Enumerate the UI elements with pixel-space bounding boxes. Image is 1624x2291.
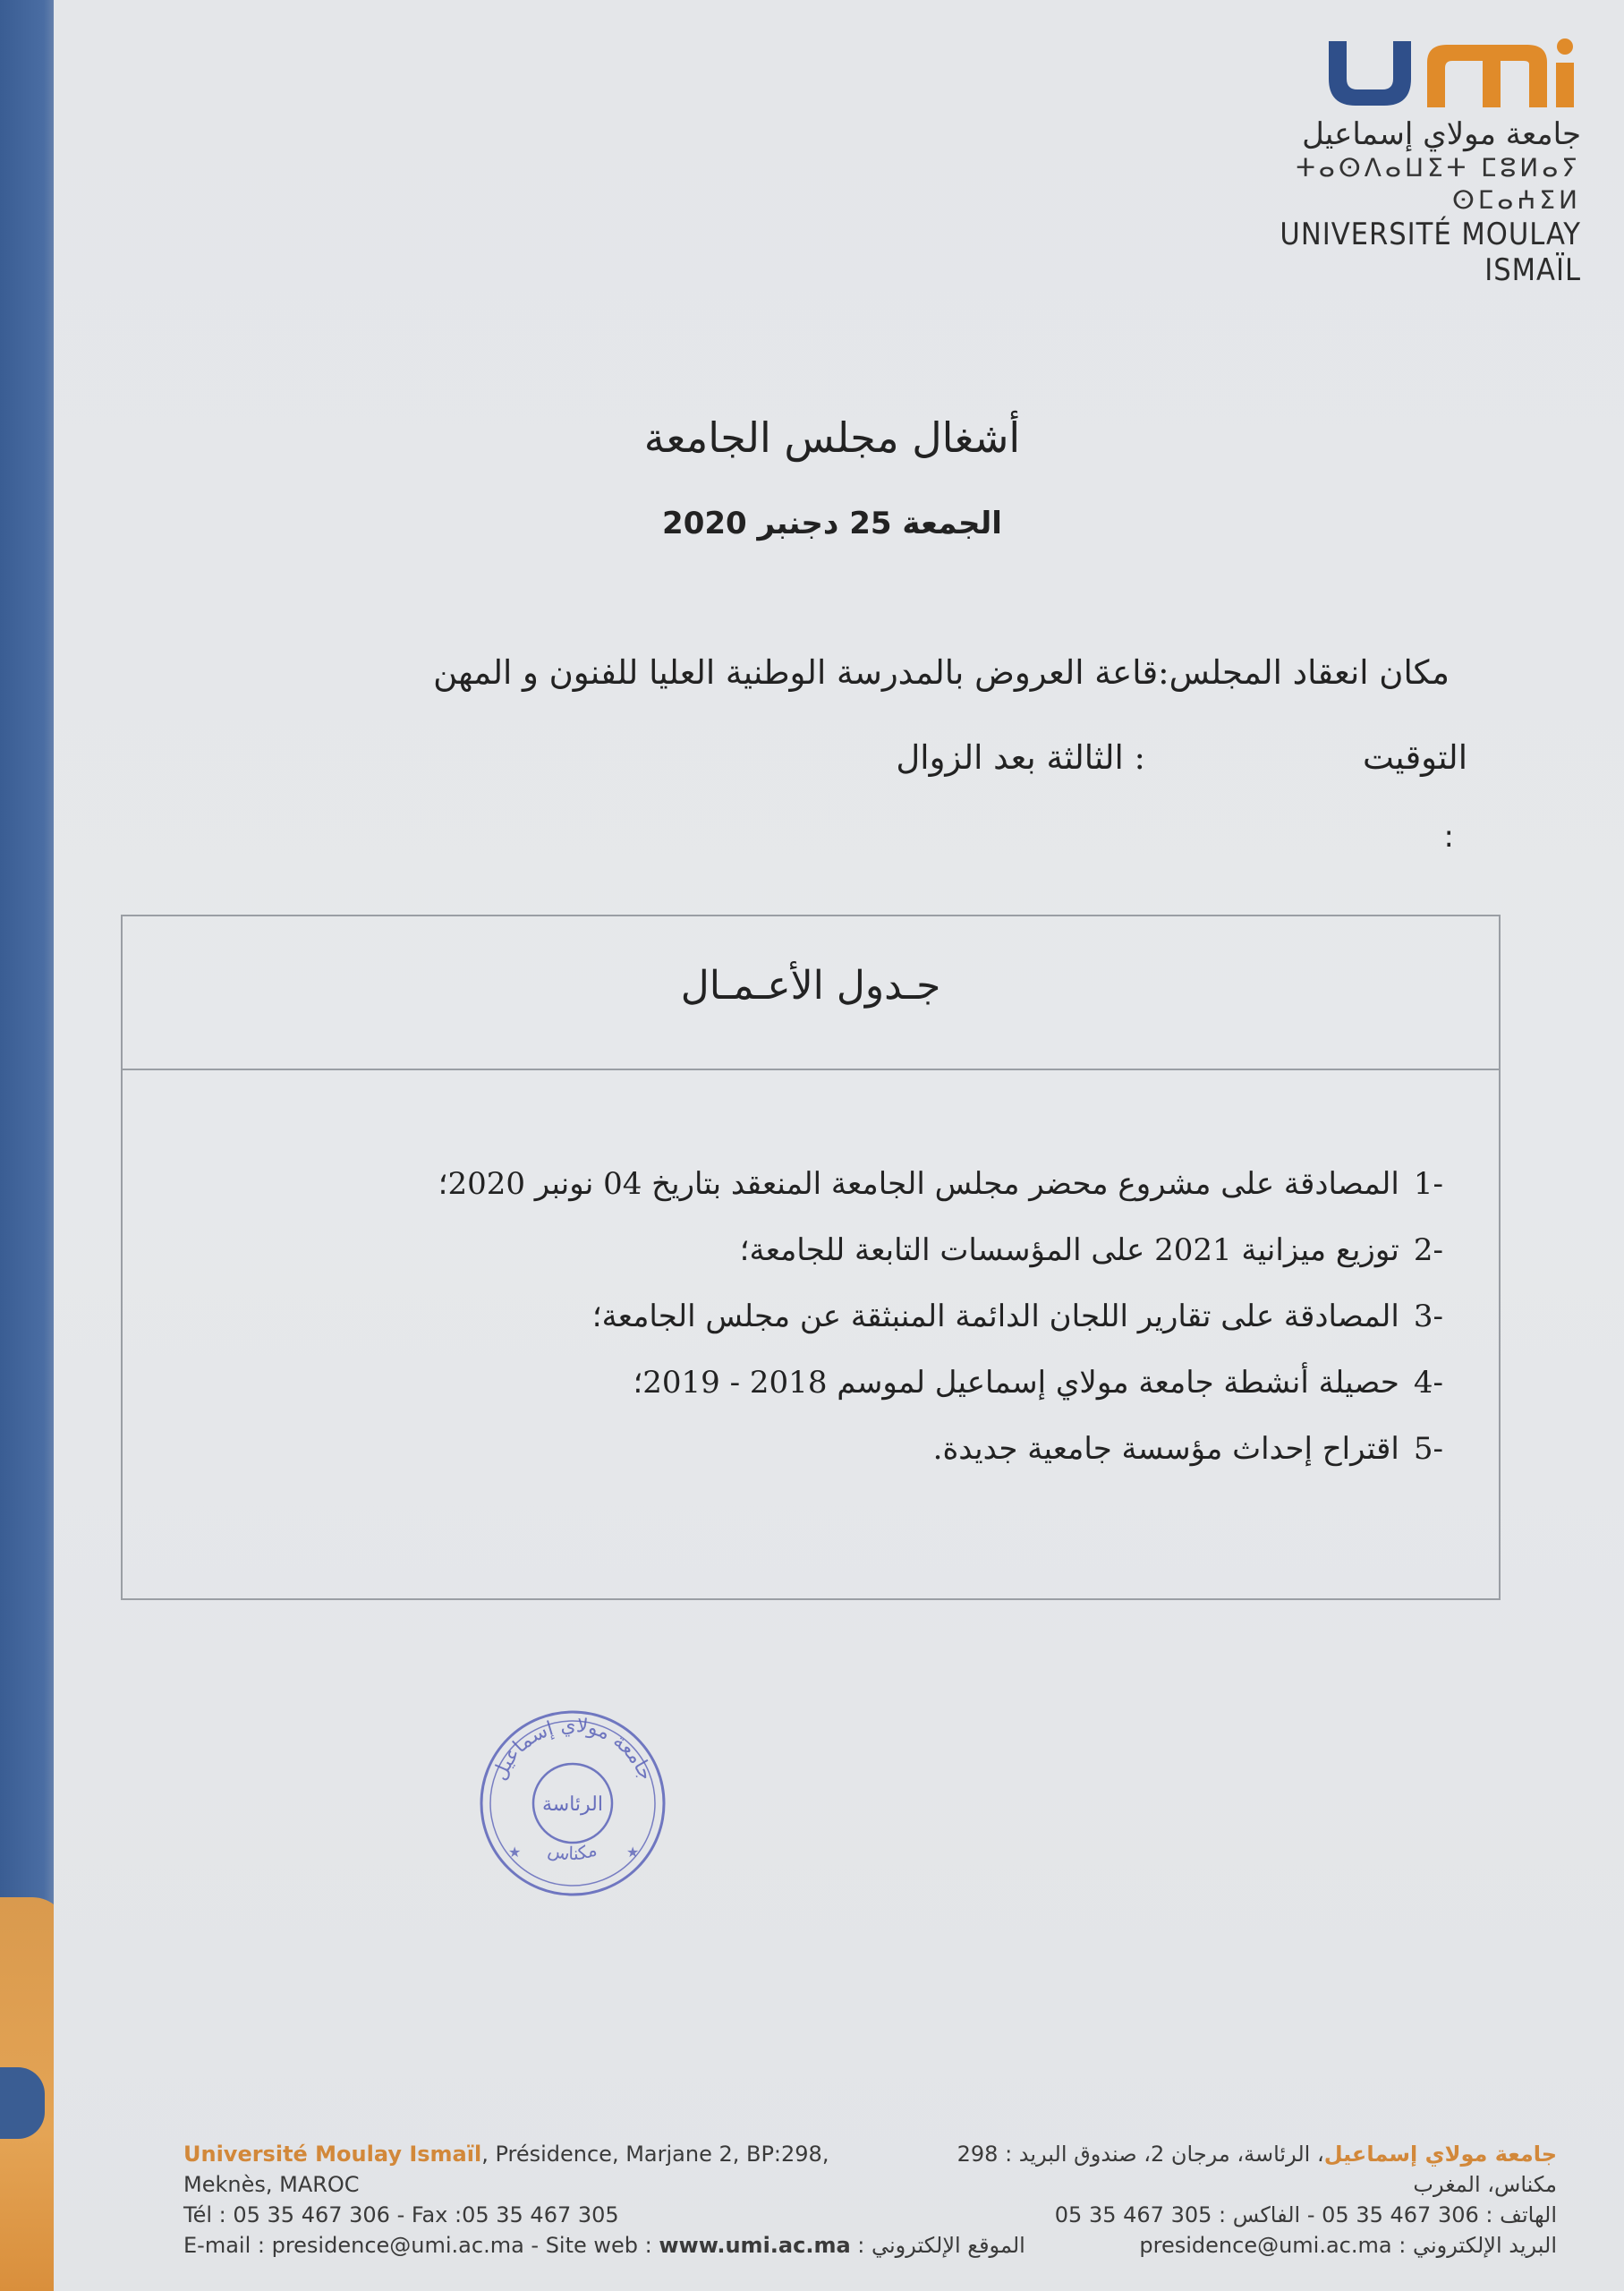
background-notch bbox=[0, 2067, 45, 2139]
agenda-item-number: -3 bbox=[1413, 1299, 1443, 1334]
stamp-outer-text: جامعة مولاي إسماعيل bbox=[488, 1714, 658, 1784]
footer-address-line bbox=[183, 2139, 917, 2169]
agenda-item-number: -2 bbox=[1413, 1232, 1443, 1268]
stamp-inner-text: الرئاسة bbox=[541, 1793, 604, 1816]
agenda-title: جـدول الأعـمـال bbox=[680, 963, 941, 1009]
time-label: التوقيت bbox=[1362, 738, 1467, 777]
agenda-item bbox=[316, 1416, 1443, 1482]
agenda-item-text: المصادقة على تقارير اللجان الدائمة المنبثقة عن مجلس الجامعة؛ bbox=[591, 1299, 1399, 1334]
stray-colon: : bbox=[1443, 819, 1454, 855]
footer-ar-address: ، الرئاسة، مرجان 2، صندوق البريد : 298 bbox=[957, 2142, 1324, 2167]
presidency-stamp bbox=[474, 1705, 671, 1902]
meeting-time-row bbox=[752, 738, 1467, 783]
logo-tifinagh-name: ⵜⴰⵙⴷⴰⵡⵉⵜ ⵎⵓⵍⴰⵢ ⵙⵎⴰⵄⵉⵍ bbox=[1296, 153, 1581, 215]
agenda-item-text: حصيلة أنشطة جامعة مولاي إسماعيل لموسم 2018 - 2019؛ bbox=[633, 1365, 1399, 1401]
agenda-item bbox=[316, 1283, 1443, 1350]
document-title: أشغال مجلس الجامعة bbox=[643, 413, 1021, 462]
logo-arabic-name: جامعة مولاي إسماعيل bbox=[1302, 116, 1581, 152]
logo-latin-name: UNIVERSITÉ MOULAY ISMAÏL bbox=[1280, 217, 1581, 288]
footer-website: www.umi.ac.ma bbox=[659, 2233, 851, 2258]
agenda-item-text: اقتراح إحداث مؤسسة جامعية جديدة. bbox=[932, 1431, 1399, 1467]
page-footer bbox=[183, 2139, 1557, 2282]
meeting-venue: مكان انعقاد المجلس:قاعة العروض بالمدرسة الوطنية العليا للفنون و المهن bbox=[433, 653, 1450, 692]
svg-text:جامعة مولاي إسماعيل bbox=[489, 1715, 657, 1784]
document-date: الجمعة 25 دجنبر 2020 bbox=[662, 506, 1002, 541]
agenda-header bbox=[123, 916, 1499, 1070]
agenda-box bbox=[121, 915, 1501, 1600]
stamp-star-icon: ★ bbox=[508, 1844, 522, 1861]
agenda-item-number: -4 bbox=[1413, 1365, 1443, 1401]
footer-ar-city: مكناس، المغرب bbox=[1413, 2172, 1557, 2197]
footer-ar-email: البريد الإلكتروني : presidence@umi.ac.ma bbox=[1139, 2233, 1557, 2258]
footer-website-ar-label: : الموقع الإلكتروني bbox=[850, 2233, 1025, 2258]
footer-city: Meknès, MAROC bbox=[183, 2172, 360, 2197]
agenda-list bbox=[316, 1151, 1443, 1482]
agenda-item-text: المصادقة على مشروع محضر مجلس الجامعة المنعقد بتاريخ 04 نونبر 2020؛ bbox=[438, 1166, 1399, 1202]
footer-ar-university-name: جامعة مولاي إسماعيل bbox=[1323, 2142, 1557, 2167]
agenda-item-number: -1 bbox=[1413, 1166, 1443, 1202]
agenda-item-text: توزيع ميزانية 2021 على المؤسسات التابعة للجامعة؛ bbox=[739, 1232, 1399, 1268]
footer-contact-line bbox=[183, 2230, 1025, 2261]
agenda-item bbox=[316, 1217, 1443, 1283]
footer-french bbox=[183, 2139, 1025, 2261]
footer-arabic bbox=[904, 2139, 1557, 2261]
footer-email: E-mail : presidence@umi.ac.ma - Site web : bbox=[183, 2233, 659, 2258]
agenda-item bbox=[316, 1151, 1443, 1217]
footer-ar-phone: الهاتف : 306 467 35 05 - الفاكس : 305 467 35 05 bbox=[1054, 2202, 1557, 2227]
stamp-bottom-text: مكناس bbox=[546, 1838, 600, 1865]
agenda-item-number: -5 bbox=[1413, 1431, 1443, 1467]
stamp-star-icon: ★ bbox=[626, 1844, 640, 1861]
paper-sheet bbox=[54, 0, 1624, 2291]
agenda-item bbox=[316, 1350, 1443, 1416]
umi-logo-mark bbox=[1322, 36, 1581, 113]
footer-address: , Présidence, Marjane 2, BP:298, bbox=[481, 2142, 829, 2167]
footer-university-name: Université Moulay Ismaïl bbox=[183, 2142, 482, 2167]
time-value: : الثالثة بعد الزوال bbox=[896, 738, 1145, 777]
footer-phone: Tél : 05 35 467 306 - Fax :05 35 467 305 bbox=[183, 2202, 619, 2227]
university-logo bbox=[1223, 36, 1581, 288]
footer-ar-address-line bbox=[904, 2139, 1557, 2169]
